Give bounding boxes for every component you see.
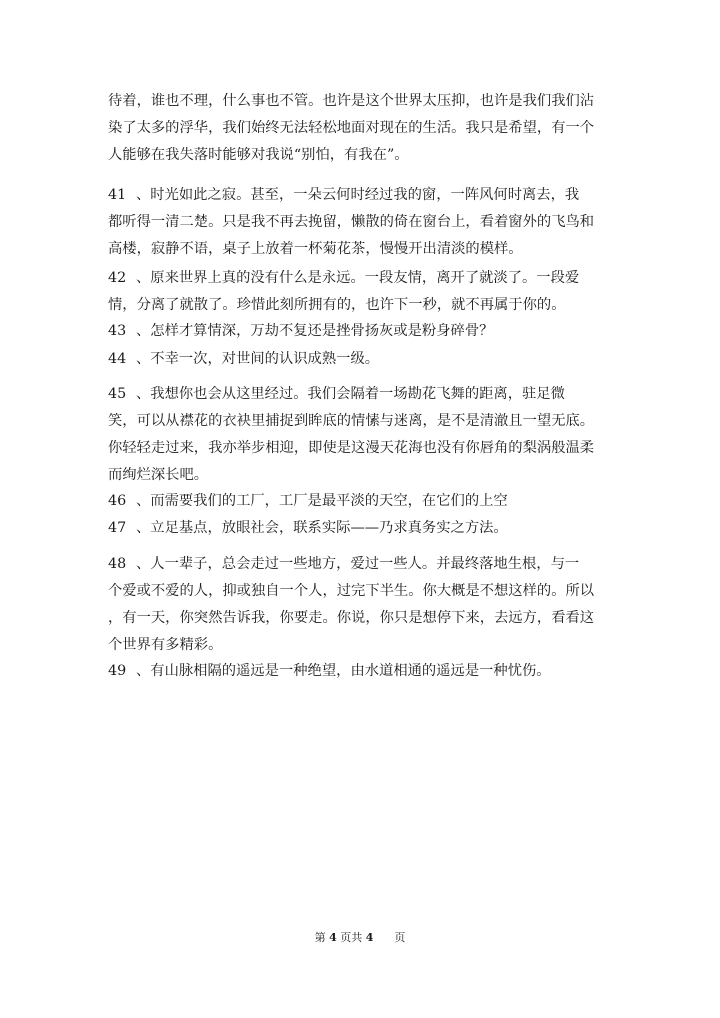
text-line: 高楼，寂静不语，桌子上放着一杯菊花茶，慢慢开出清淡的模样。 (108, 241, 523, 257)
item-41 (108, 182, 594, 263)
footer-page-number: 4 (329, 931, 337, 944)
item-text: 、而需要我们的工厂，工厂是最平淡的天空，在它们的上空 (136, 493, 508, 509)
item-text: 、有山脉相隔的遥远是一种绝望，由水道相通的遥远是一种忧伤。 (136, 663, 551, 679)
text-line (108, 182, 594, 209)
text-line (108, 381, 594, 408)
footer-prefix: 第 (314, 931, 326, 944)
item-text: 、立足基点，放眼社会，联系实际——乃求真务实之方法。 (136, 520, 508, 536)
text-line: 待着，谁也不理，什么事也不管。也许是这个世界太压抑，也许是我们我们沾 (108, 93, 595, 109)
text-line: 情，分离了就散了。珍惜此刻所拥有的，也许下一秒，就不再属于你的。 (108, 297, 566, 313)
text-line: 个爱或不爱的人，抑或独自一个人，过完下半生。你大概是不想这样的。所以 (108, 583, 595, 599)
text-line: 人能够在我失落时能够对我说“别怕，有我在”。 (108, 147, 409, 163)
text-line (108, 346, 379, 373)
item-43 (108, 318, 493, 345)
item-46 (108, 488, 508, 515)
item-48 (108, 551, 594, 659)
item-text: 、时光如此之寂。甚至，一朵云何时经过我的窗，一阵风何时离去，我 (136, 187, 580, 203)
item-number: 44 (108, 351, 127, 367)
text-line: 笑，可以从襟花的衣袂里捕捉到眸底的情愫与迷离，是不是清澈且一望无底。 (108, 413, 595, 429)
item-45 (108, 381, 594, 489)
text-line: 个世界有多精彩。 (108, 637, 223, 653)
text-line: 染了太多的浮华，我们始终无法轻松地面对现在的生活。我只是希望，有一个 (108, 120, 595, 136)
item-number: 49 (108, 663, 127, 679)
item-49 (108, 658, 551, 685)
item-number: 41 (108, 187, 127, 203)
text-line (108, 318, 493, 345)
text-line (108, 515, 508, 542)
item-text: 、人一辈子，总会走过一些地方，爱过一些人。并最终落地生根，与一 (136, 556, 580, 572)
item-42 (108, 265, 579, 319)
footer-total-pages: 4 (365, 931, 374, 944)
text-line (108, 265, 579, 292)
item-number: 42 (108, 270, 127, 286)
text-line (108, 488, 508, 515)
item-44 (108, 346, 379, 373)
item-number: 46 (108, 493, 127, 509)
item-text: 、怎样才算情深，万劫不复还是挫骨扬灰或是粉身碎骨？ (136, 323, 494, 339)
item-number: 48 (108, 556, 127, 572)
page-footer (0, 928, 720, 948)
intro-paragraph (108, 88, 594, 169)
item-text: 、我想你也会从这里经过。我们会隔着一场勘花飞舞的距离，驻足微 (136, 386, 565, 402)
footer-suffix: 页 (394, 931, 406, 944)
text-line: 都听得一清二楚。只是我不再去挽留，懒散的倚在窗台上，看着窗外的飞鸟和 (108, 214, 595, 230)
text-line (108, 658, 551, 685)
item-number: 45 (108, 386, 127, 402)
footer-middle: 页共 (340, 931, 363, 944)
text-line: 你轻轻走过来，我亦举步相迎，即使是这漫天花海也没有你唇角的梨涡般温柔 (108, 440, 595, 456)
text-line: 而绚烂深长吧。 (108, 467, 209, 483)
item-number: 43 (108, 323, 127, 339)
item-number: 47 (108, 520, 127, 536)
item-47 (108, 515, 508, 542)
item-text: 、原来世界上真的没有什么是永远。一段友情，离开了就淡了。一段爱 (136, 270, 580, 286)
text-line (108, 551, 594, 578)
item-text: 、不幸一次，对世间的认识成熟一级。 (136, 351, 380, 367)
text-line: ，有一天，你突然告诉我，你要走。你说，你只是想停下来，去远方，看看这 (108, 610, 595, 626)
